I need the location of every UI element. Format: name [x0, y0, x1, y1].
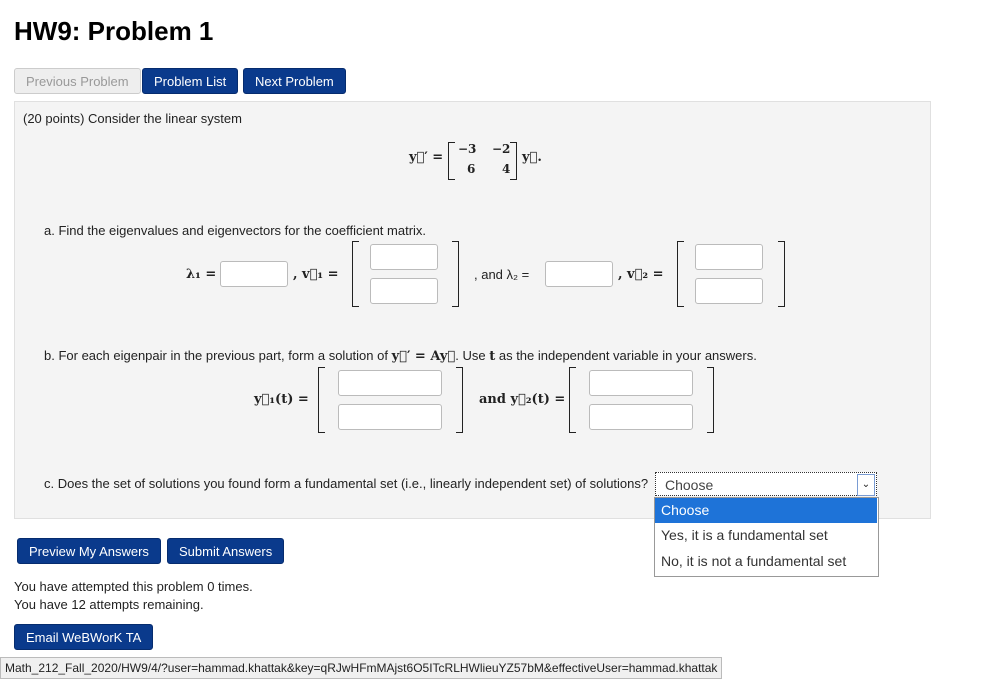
- y1-component-1-input[interactable]: [338, 370, 442, 396]
- chevron-down-icon[interactable]: ⌄: [857, 474, 875, 496]
- fundamental-set-select[interactable]: [655, 472, 877, 496]
- matrix-left-bracket: [448, 142, 455, 180]
- option-no[interactable]: No, it is not a fundamental set: [655, 549, 877, 574]
- lambda1-label: λ₁ =: [186, 267, 217, 282]
- matrix-entry: 6: [467, 162, 476, 176]
- next-problem-button[interactable]: Next Problem: [243, 68, 346, 94]
- bracket: [456, 367, 463, 433]
- part-c-text: c. Does the set of solutions you found form a fundamental set (i.e., linearly independent set) of solutions?: [44, 476, 649, 491]
- y2-component-2-input[interactable]: [589, 404, 693, 430]
- bracket: [318, 367, 325, 433]
- part-a-text: a. Find the eigenvalues and eigenvectors for the coefficient matrix.: [44, 223, 427, 238]
- y1-label: y⃗₁(t) =: [254, 392, 309, 407]
- v1-component-2-input[interactable]: [370, 278, 438, 304]
- matrix-entry: −3: [458, 142, 477, 156]
- status-bar-url: Math_212_Fall_2020/HW9/4/?user=hammad.khattak&key=qRJwHFmMAjst6O5ITcRLHWlieuYZ57bM&effectiveUser=hammad.khattak: [0, 657, 722, 679]
- equation-lhs: y⃗′ =: [409, 150, 444, 165]
- attempts-remaining: You have 12 attempts remaining.: [14, 597, 204, 612]
- problem-list-button[interactable]: Problem List: [142, 68, 238, 94]
- option-choose[interactable]: Choose: [655, 498, 877, 523]
- bracket: [452, 241, 459, 307]
- attempts-made: You have attempted this problem 0 times.: [14, 579, 253, 594]
- preview-answers-button[interactable]: Preview My Answers: [17, 538, 161, 564]
- equation-rhs: y⃗.: [522, 150, 542, 165]
- y2-label: and y⃗₂(t) =: [479, 392, 566, 407]
- problem-intro: (20 points) Consider the linear system: [23, 111, 242, 126]
- bracket: [569, 367, 576, 433]
- previous-problem-button[interactable]: Previous Problem: [14, 68, 141, 94]
- y1-component-2-input[interactable]: [338, 404, 442, 430]
- bracket: [677, 241, 684, 307]
- page-title: HW9: Problem 1: [14, 16, 214, 46]
- lambda1-input[interactable]: [220, 261, 288, 287]
- email-ta-button[interactable]: Email WeBWorK TA: [14, 624, 153, 650]
- select-value: Choose: [665, 477, 714, 493]
- matrix-entry: 4: [502, 162, 511, 176]
- v1-component-1-input[interactable]: [370, 244, 438, 270]
- v1-label: , v⃗₁ =: [293, 267, 339, 282]
- bracket: [778, 241, 785, 307]
- submit-answers-button[interactable]: Submit Answers: [167, 538, 284, 564]
- v2-component-2-input[interactable]: [695, 278, 763, 304]
- y2-component-1-input[interactable]: [589, 370, 693, 396]
- matrix-right-bracket: [510, 142, 517, 180]
- matrix-entry: −2: [492, 142, 511, 156]
- part-b-text: b. For each eigenpair in the previous part, form a solution of y⃗′ = Ay⃗. Use t as the independent variable in your answers.: [44, 348, 757, 364]
- v2-label: , v⃗₂ =: [618, 267, 664, 282]
- option-yes[interactable]: Yes, it is a fundamental set: [655, 523, 877, 548]
- bracket: [707, 367, 714, 433]
- lambda2-input[interactable]: [545, 261, 613, 287]
- lambda2-label: , and λ₂ =: [474, 267, 530, 282]
- v2-component-1-input[interactable]: [695, 244, 763, 270]
- bracket: [352, 241, 359, 307]
